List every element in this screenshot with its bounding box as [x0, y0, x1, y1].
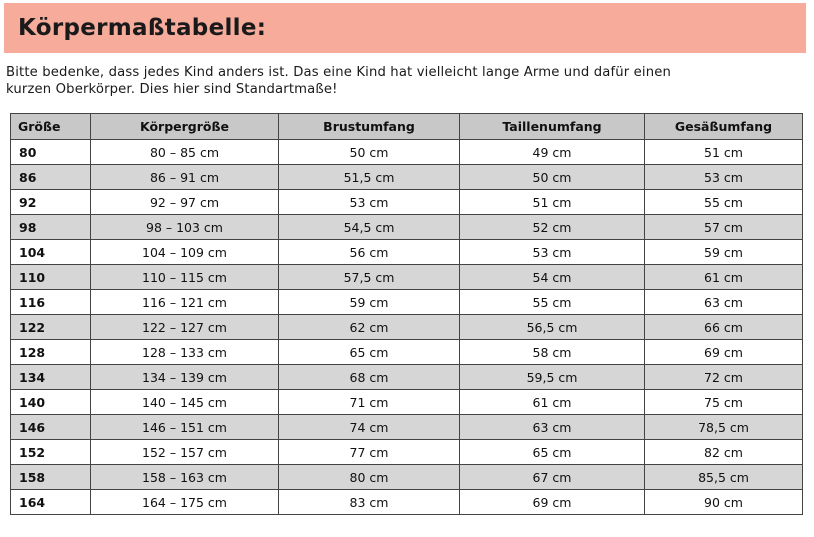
size-cell: 80	[11, 140, 91, 165]
hip-cell: 66 cm	[645, 315, 803, 340]
chest-cell: 80 cm	[279, 465, 460, 490]
hip-cell: 69 cm	[645, 340, 803, 365]
waist-cell: 59,5 cm	[460, 365, 645, 390]
chest-cell: 51,5 cm	[279, 165, 460, 190]
size-cell: 146	[11, 415, 91, 440]
hip-cell: 82 cm	[645, 440, 803, 465]
body-height-cell: 128 – 133 cm	[91, 340, 279, 365]
body-height-cell: 92 – 97 cm	[91, 190, 279, 215]
waist-cell: 52 cm	[460, 215, 645, 240]
hip-cell: 59 cm	[645, 240, 803, 265]
chest-cell: 83 cm	[279, 490, 460, 515]
chest-cell: 59 cm	[279, 290, 460, 315]
size-cell: 104	[11, 240, 91, 265]
chest-cell: 53 cm	[279, 190, 460, 215]
table-row	[11, 165, 803, 190]
table-row	[11, 465, 803, 490]
body-height-cell: 86 – 91 cm	[91, 165, 279, 190]
hip-cell: 57 cm	[645, 215, 803, 240]
intro-text	[6, 64, 806, 98]
body-height-cell: 146 – 151 cm	[91, 415, 279, 440]
size-cell: 128	[11, 340, 91, 365]
size-cell: 140	[11, 390, 91, 415]
table-row	[11, 440, 803, 465]
table-body	[11, 140, 803, 515]
chest-cell: 68 cm	[279, 365, 460, 390]
size-cell: 158	[11, 465, 91, 490]
waist-cell: 54 cm	[460, 265, 645, 290]
waist-cell: 61 cm	[460, 390, 645, 415]
size-cell: 164	[11, 490, 91, 515]
waist-cell: 63 cm	[460, 415, 645, 440]
waist-cell: 53 cm	[460, 240, 645, 265]
table-row	[11, 265, 803, 290]
waist-cell: 56,5 cm	[460, 315, 645, 340]
table-row	[11, 240, 803, 265]
size-table	[10, 113, 803, 515]
table-row	[11, 315, 803, 340]
size-cell: 92	[11, 190, 91, 215]
chest-cell: 62 cm	[279, 315, 460, 340]
waist-cell: 50 cm	[460, 165, 645, 190]
chest-cell: 50 cm	[279, 140, 460, 165]
size-cell: 122	[11, 315, 91, 340]
hip-cell: 78,5 cm	[645, 415, 803, 440]
hip-cell: 53 cm	[645, 165, 803, 190]
table-row	[11, 140, 803, 165]
header-hip: Gesäßumfang	[645, 114, 803, 140]
chest-cell: 54,5 cm	[279, 215, 460, 240]
waist-cell: 67 cm	[460, 465, 645, 490]
hip-cell: 51 cm	[645, 140, 803, 165]
chest-cell: 71 cm	[279, 390, 460, 415]
chest-cell: 56 cm	[279, 240, 460, 265]
body-height-cell: 134 – 139 cm	[91, 365, 279, 390]
table-row	[11, 190, 803, 215]
size-cell: 110	[11, 265, 91, 290]
chest-cell: 77 cm	[279, 440, 460, 465]
body-height-cell: 80 – 85 cm	[91, 140, 279, 165]
table-row	[11, 365, 803, 390]
chest-cell: 57,5 cm	[279, 265, 460, 290]
size-cell: 86	[11, 165, 91, 190]
size-cell: 134	[11, 365, 91, 390]
hip-cell: 75 cm	[645, 390, 803, 415]
table-header-row	[11, 114, 803, 140]
waist-cell: 51 cm	[460, 190, 645, 215]
table-row	[11, 490, 803, 515]
hip-cell: 85,5 cm	[645, 465, 803, 490]
header-waist: Taillenumfang	[460, 114, 645, 140]
body-height-cell: 98 – 103 cm	[91, 215, 279, 240]
size-cell: 98	[11, 215, 91, 240]
waist-cell: 49 cm	[460, 140, 645, 165]
waist-cell: 55 cm	[460, 290, 645, 315]
title-banner	[4, 3, 806, 53]
hip-cell: 61 cm	[645, 265, 803, 290]
body-height-cell: 122 – 127 cm	[91, 315, 279, 340]
chest-cell: 65 cm	[279, 340, 460, 365]
intro-line-1: Bitte bedenke, dass jedes Kind anders ist. Das eine Kind hat vielleicht lange Arme und dafür einen	[6, 65, 672, 80]
waist-cell: 69 cm	[460, 490, 645, 515]
waist-cell: 65 cm	[460, 440, 645, 465]
hip-cell: 72 cm	[645, 365, 803, 390]
header-chest: Brustumfang	[279, 114, 460, 140]
size-cell: 116	[11, 290, 91, 315]
hip-cell: 90 cm	[645, 490, 803, 515]
chest-cell: 74 cm	[279, 415, 460, 440]
body-height-cell: 104 – 109 cm	[91, 240, 279, 265]
body-height-cell: 152 – 157 cm	[91, 440, 279, 465]
header-body-height: Körpergröße	[91, 114, 279, 140]
size-cell: 152	[11, 440, 91, 465]
header-size: Größe	[11, 114, 91, 140]
body-height-cell: 158 – 163 cm	[91, 465, 279, 490]
intro-line-2: kurzen Oberkörper. Dies hier sind Standartmaße!	[6, 82, 338, 97]
body-height-cell: 116 – 121 cm	[91, 290, 279, 315]
hip-cell: 55 cm	[645, 190, 803, 215]
body-height-cell: 140 – 145 cm	[91, 390, 279, 415]
waist-cell: 58 cm	[460, 340, 645, 365]
body-height-cell: 110 – 115 cm	[91, 265, 279, 290]
hip-cell: 63 cm	[645, 290, 803, 315]
body-height-cell: 164 – 175 cm	[91, 490, 279, 515]
table-row	[11, 290, 803, 315]
table-row	[11, 415, 803, 440]
table-row	[11, 340, 803, 365]
table-row	[11, 390, 803, 415]
page-title: Körpermaßtabelle:	[18, 15, 267, 41]
table-row	[11, 215, 803, 240]
